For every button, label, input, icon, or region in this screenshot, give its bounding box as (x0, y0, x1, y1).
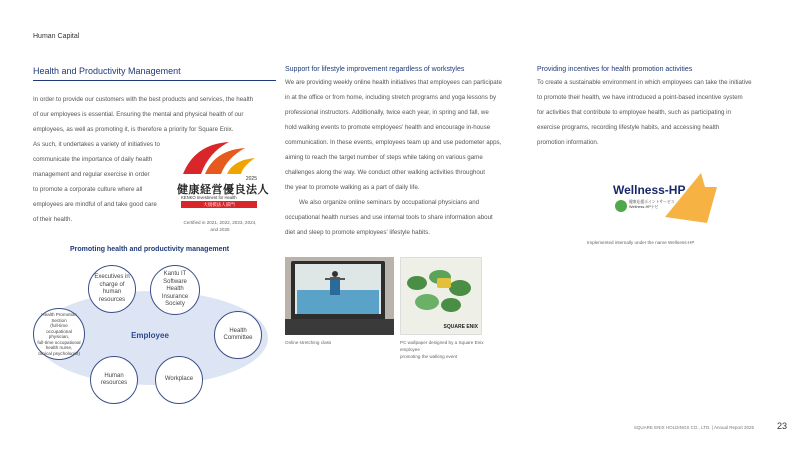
node-health-promotion-section: Health Promotion Section (full-time occupational physician, full-time occupational health nurse, clinical psychologist) (33, 308, 85, 360)
badge-en-title: KENKO Investment for Health (181, 195, 237, 200)
node-health-committee: Health Committee (214, 311, 262, 359)
orange-arrow-icon (661, 167, 717, 231)
employee-label: Employee (131, 331, 169, 340)
wellness-hp-jp-text: 健康応援ポイントサービス Wellness-HPナビ (629, 200, 675, 209)
walking-event-wallpaper (400, 257, 482, 335)
badge-caption: Certified in 2021, 2022, 2023, 2024, and 2025 (183, 220, 257, 232)
lifestyle-heading: Support for lifestyle improvement regardless of workstyles (285, 66, 465, 73)
intro-paragraph: In order to provide our customers with the best products and services, the health of our employees is essential. Ensuring the mental and physical health of our employees, as well as promoting it, is therefore a priority for Square Enix. (33, 96, 254, 133)
stretching-caption: Online stretching class (285, 340, 332, 345)
node-human-resources: Human resources (90, 356, 138, 404)
section-label: Human Capital (33, 33, 80, 40)
health-certification-logo (175, 138, 269, 216)
swoosh-icon (175, 138, 261, 178)
section-title: Health and Productivity Management (33, 66, 276, 81)
wellness-hp-logo (607, 167, 717, 231)
node-kantu-health-insurance: Kantu IT Software Health Insurance Society (150, 265, 200, 315)
badge-jp-title: 健康経営優良法人 (177, 184, 269, 196)
wellness-hp-wordmark: Wellness-HP (613, 183, 686, 197)
badge-category: 大規模法人部門 (181, 201, 257, 208)
wellness-hp-caption: Implemented internally under the name Wellness-HP (587, 240, 695, 245)
badge-year: 2025 (245, 176, 257, 182)
incentives-paragraph: To create a sustainable environment in which employees can take the initiative to promote their health, we have introduced a point-based incentive system for activities that contribute to employee health, such as participating in exercise programs, recording lifestyle habits, and accessing health promotion information. (537, 79, 752, 146)
node-workplace: Workplace (155, 356, 203, 404)
lifestyle-paragraph-1: We are providing weekly online health initiatives that employees can participate in at the office or from home, including stretch programs and yoga lessons by professional instructors. Additionally, twice each year, in spring and fall, we hold walking events to promote employees' health and encourage in-house communication. In these events, employees team up and use pedometer apps, aiming to reach the target number of steps while taking on various game challenges along the way. We conduct other walking activities throughout the year to promote walking as a part of daily life. (285, 79, 502, 191)
initiative-paragraph: As such, it undertakes a variety of initiatives to communicate the importance of daily health management and regular exercise in order to promote a corporate culture where all employees are mindful of and take good care of their health. (33, 141, 160, 223)
stretching-class-photo (285, 257, 394, 335)
wallpaper-brand: SQUARE ENIX (443, 324, 478, 330)
incentives-heading: Providing incentives for health promotion activities (537, 66, 693, 73)
node-executives: Executives in charge of human resources (88, 265, 136, 313)
diagram-title: Promoting health and productivity management (70, 246, 230, 253)
page-number: 23 (777, 421, 788, 431)
footer-company: SQUARE ENIX HOLDINGS CO., LTD. | Annual Report 2025 (633, 425, 754, 430)
lifestyle-paragraph-2: We also organize online seminars by occupational physicians and occupational health nurses and use internal tools to share information about diet and sleep to promote employees' lifestyle habits. (285, 199, 493, 236)
mascot-icon (615, 200, 627, 212)
wallpaper-caption: PC wallpaper designed by a Square Enix employee promoting the walking event (400, 340, 484, 359)
